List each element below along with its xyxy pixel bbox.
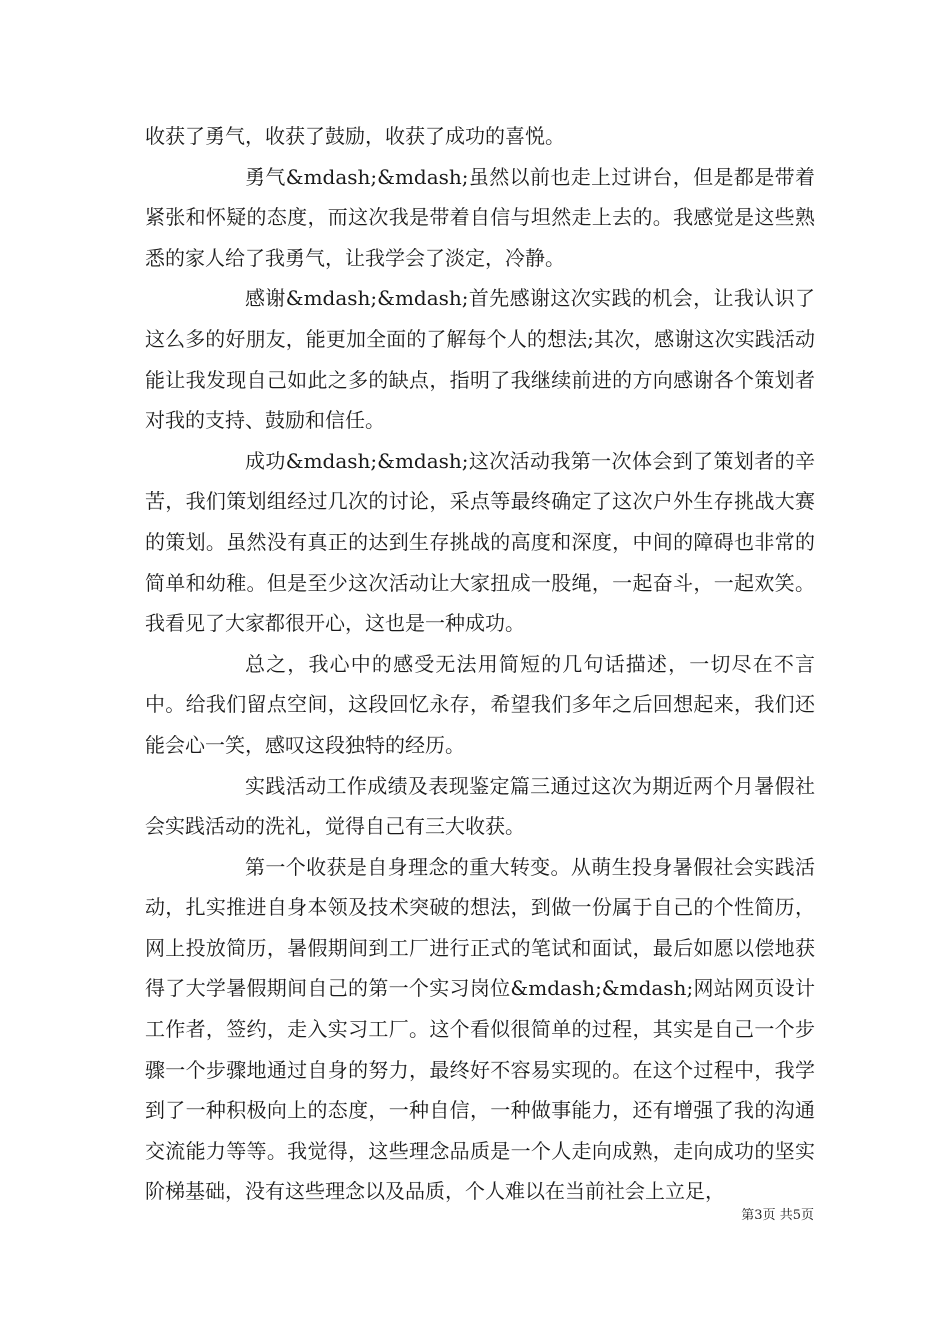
document-body [145,116,815,1212]
paragraph-success: 成功&mdash;&mdash;这次活动我第一次体会到了策划者的辛苦，我们策划组经过几次的讨论，采点等最终确定了这次户外生存挑战大赛的策划。虽然没有真正的达到生存挑战的高度和深度，中间的障碍也非常的简单和幼稚。但是至少这次活动让大家扭成一股绳，一起奋斗，一起欢笑。我看见了大家都很开心，这也是一种成功。 [145,448,815,636]
paragraph-summary: 总之，我心中的感受无法用简短的几句话描述，一切尽在不言中。给我们留点空间，这段回忆永存，希望我们多年之后回想起来，我们还能会心一笑，感叹这段独特的经历。 [145,651,815,757]
paragraph-continuation: 收获了勇气，收获了鼓励，收获了成功的喜悦。 [145,124,565,148]
footer-current-page: 3 [754,1208,763,1223]
footer-suffix: 页 [800,1208,814,1223]
footer-total-pages: 5 [792,1208,801,1223]
paragraph-courage: 勇气&mdash;&mdash;虽然以前也走上过讲台，但是都是带着紧张和怀疑的态度，而这次我是带着自信与坦然走上去的。我感觉是这些熟悉的家人给了我勇气，让我学会了淡定，冷静。 [145,164,815,270]
paragraph-gratitude: 感谢&mdash;&mdash;首先感谢这次实践的机会，让我认识了这么多的好朋友，能更加全面的了解每个人的想法;其次，感谢这次实践活动能让我发现自己如此之多的缺点，指明了我继续前进的方向感谢各个策划者对我的支持、鼓励和信任。 [145,286,815,433]
paragraph-first-gain: 第一个收获是自身理念的重大转变。从萌生投身暑假社会实践活动，扎实推进自身本领及技术突破的想法，到做一份属于自己的个性简历，网上投放简历，暑假期间到工厂进行正式的笔试和面试，最后如愿以偿地获得了大学暑假期间自己的第一个实习岗位&mdash;&mdash;网站网页设计工作者，签约，走入实习工厂。这个看似很简单的过程，其实是自己一个步骤一个步骤地通过自身的努力，最终好不容易实现的。在这个过程中，我学到了一种积极向上的态度，一种自信，一种做事能力，还有增强了我的沟通交流能力等等。我觉得，这些理念品质是一个人走向成熟，走向成功的坚实阶梯基础，没有这些理念以及品质，个人难以在当前社会上立足， [145,854,815,1204]
page-footer [714,1204,814,1223]
paragraph-part-three-intro: 实践活动工作成绩及表现鉴定篇三通过这次为期近两个月暑假社会实践活动的洗礼，觉得自己有三大收获。 [145,773,815,839]
footer-prefix: 第 [741,1208,755,1223]
footer-middle: 页 共 [762,1208,793,1223]
